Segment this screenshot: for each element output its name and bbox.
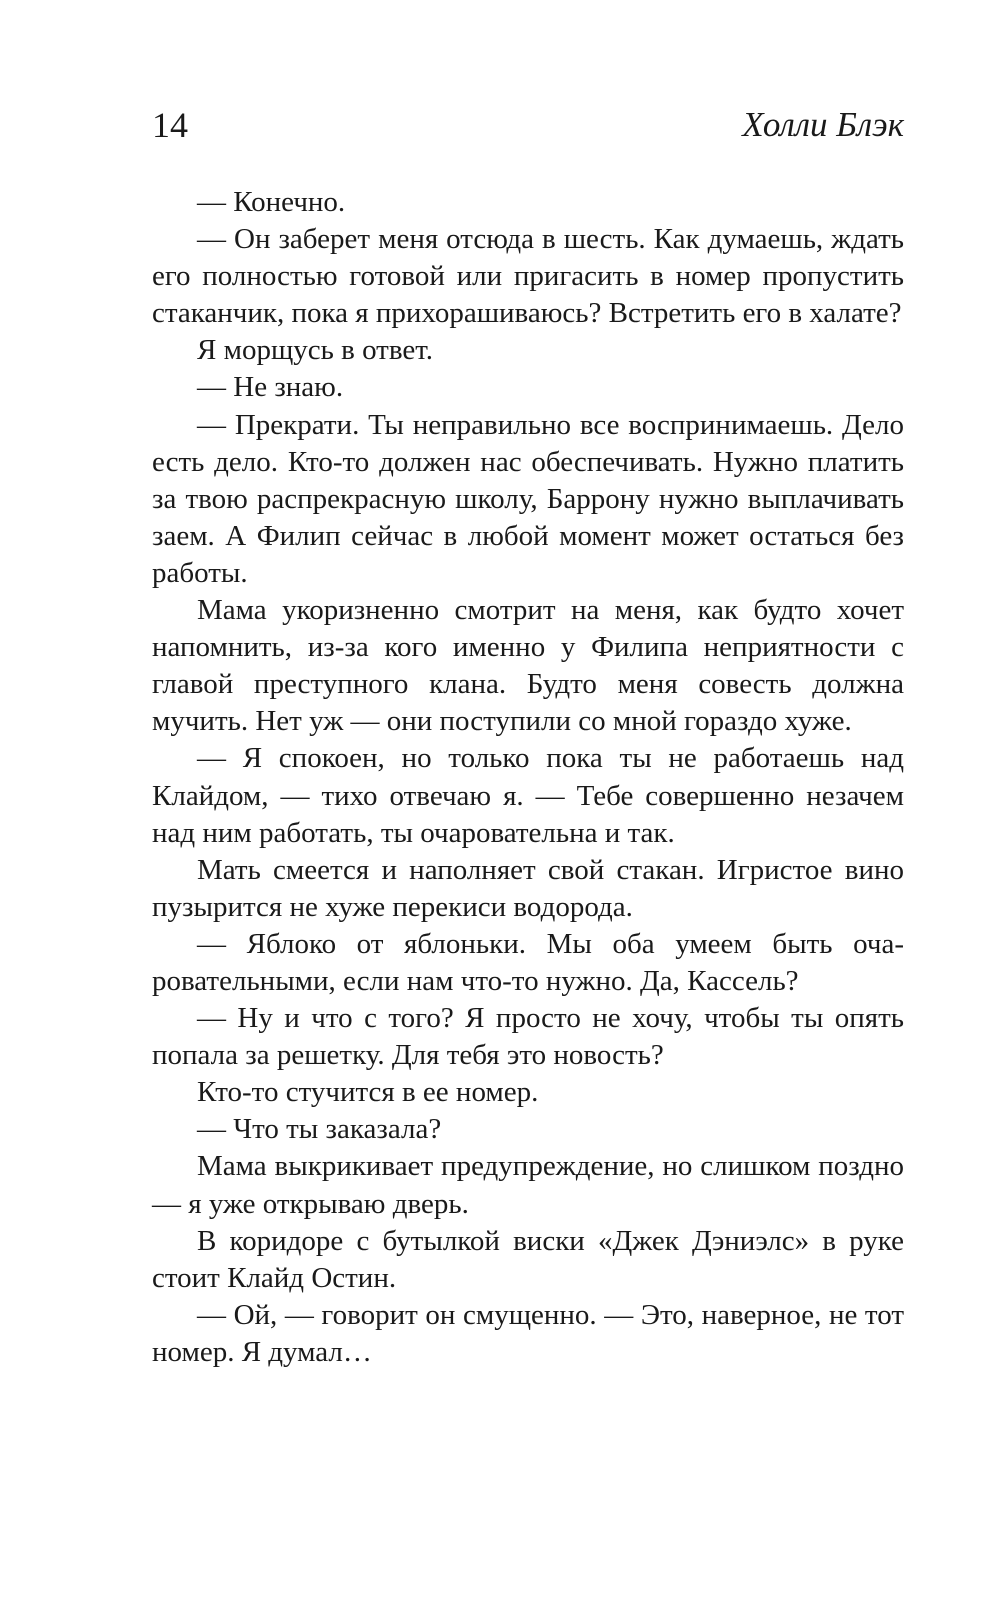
paragraph: — Прекрати. Ты неправильно все воспринимаешь. Дело есть дело. Кто-то должен нас обеспечивать. Нужно платить за твою распрекрасную школу, Баррону нужно выплачивать заем. А Филип сейчас в любой момент может остаться без работы. (152, 408, 904, 589)
paragraph: — Я спокоен, но только пока ты не работаешь над Клайдом, — тихо отвечаю я. — Тебе совершенно незачем над ним работать, ты очаровательна и так. (152, 742, 904, 849)
paragraph: Мама выкрикивает предупреждение, но слишком поздно — я уже открываю дверь. (152, 1150, 904, 1220)
paragraph: Мама укоризненно смотрит на меня, как будто хочет напомнить, из-за кого именно у Филипа неприятности с главой преступного клана. Будто меня совесть должна мучить. Нет уж — они поступили со мной гораздо хуже. (152, 594, 904, 738)
paragraph: — Ну и что с того? Я просто не хочу, чтобы ты опять попала за решетку. Для тебя это новость? (152, 1002, 904, 1072)
page-number: 14 (152, 105, 188, 145)
paragraph: Я морщусь в ответ. (197, 334, 433, 367)
paragraph: — Что ты заказала? (197, 1113, 442, 1146)
body-text (152, 184, 904, 1371)
paragraph: — Яблоко от яблоньки. Мы оба умеем быть очаровательными, если нам что-то нужно. Да, Кассель? (152, 927, 904, 997)
page-header (152, 100, 904, 150)
paragraph: — Не знаю. (197, 371, 344, 404)
running-head-author: Холли Блэк (742, 105, 904, 144)
paragraph: Мать смеется и наполняет свой стакан. Игристое вино пузырится не хуже перекиси водорода. (152, 853, 904, 923)
paragraph: — Ой, — говорит он смущенно. — Это, наверное, не тот номер. Я думал… (152, 1298, 904, 1368)
paragraph: В коридоре с бутылкой виски «Джек Дэниэлс» в руке стоит Клайд Остин. (152, 1224, 904, 1294)
paragraph: — Он заберет меня отсюда в шесть. Как думаешь, ждать его полностью готовой или пригасить в номер пропустить стаканчик, пока я прихорашиваюсь? Встретить его в халате? (152, 223, 904, 330)
paragraph: — Конечно. (197, 186, 346, 218)
paragraph: Кто-то стучится в ее номер. (197, 1076, 539, 1109)
